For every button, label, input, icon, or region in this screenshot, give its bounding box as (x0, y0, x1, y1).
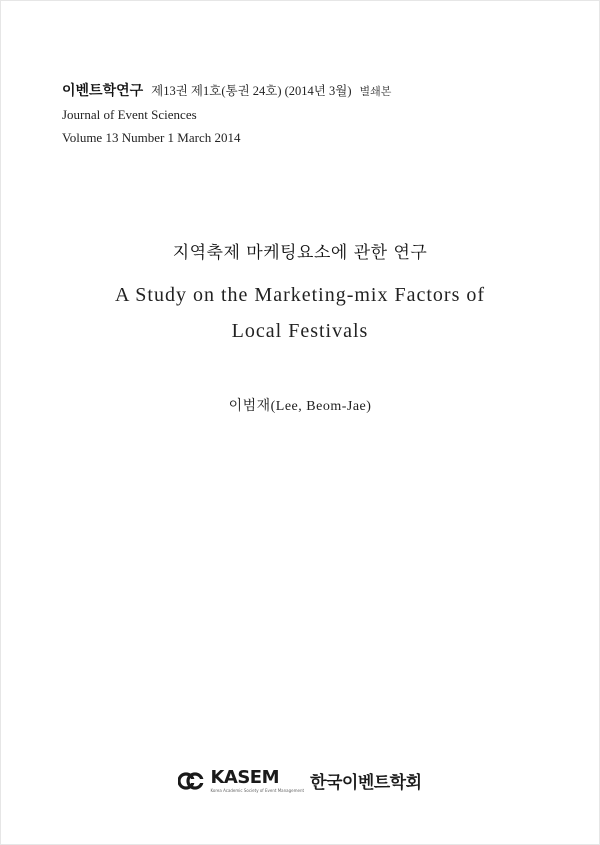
journal-name-en: Journal of Event Sciences (62, 107, 197, 122)
logo-society-name-ko: 한국이벤트학회 (310, 773, 422, 793)
paper-title-en-line2: Local Festivals (231, 320, 369, 342)
offprint-label: 별쇄본 (359, 85, 392, 98)
volume-info-ko: 제13권 제1호(통권 24호) (2014년 3월) (151, 84, 352, 98)
title-block (0, 238, 600, 349)
paper-title-ko: 지역축제 마케팅요소에 관한 연구 (172, 243, 428, 263)
logo-text (210, 766, 305, 793)
society-logo (0, 768, 600, 793)
author-name: 이범재(Lee, Beom-Jae) (228, 399, 372, 414)
volume-info-en: Volume 13 Number 1 March 2014 (62, 130, 241, 145)
journal-header-line (62, 80, 391, 100)
paper-title-en (0, 277, 600, 349)
logo-subtitle: Korea Academic Society of Event Management (210, 787, 305, 793)
journal-name-ko: 이벤트학연구 (62, 83, 144, 99)
kasem-logo-icon (178, 772, 204, 790)
paper-title-en-line1: A Study on the Marketing-mix Factors of (114, 284, 486, 306)
logo-brand: KASEM (210, 766, 280, 788)
journal-header (62, 80, 391, 146)
